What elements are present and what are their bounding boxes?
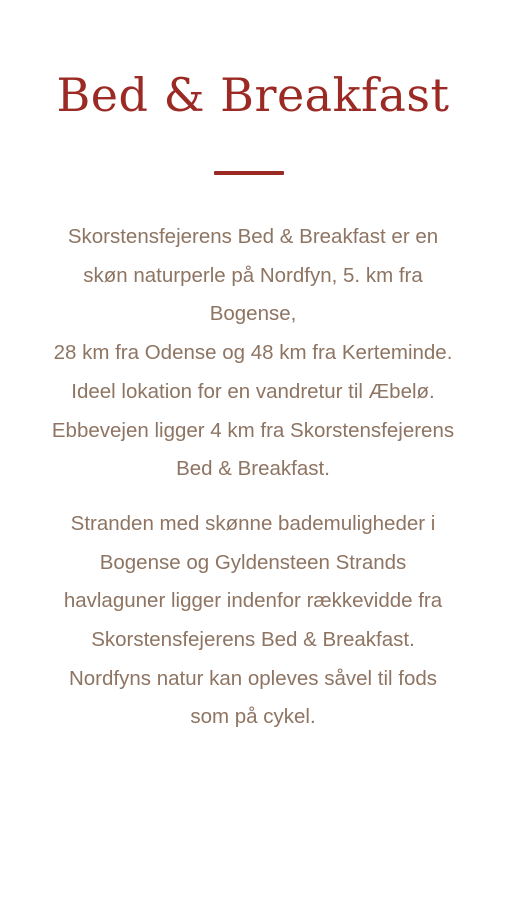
text-line: skøn naturperle på Nordfyn, 5. km fra <box>83 263 423 287</box>
text-line: Skorstensfejerens Bed & Breakfast. <box>91 628 415 652</box>
text-line: Bed & Breakfast. <box>176 457 330 481</box>
text-line: Nordfyns natur kan opleves såvel til fods <box>68 666 438 690</box>
page-title: Bed & Breakfast <box>56 68 450 122</box>
text-line: havlaguner ligger indenfor rækkevidde fra <box>63 589 443 613</box>
title-divider <box>214 171 284 175</box>
paragraph-nature <box>14 505 492 737</box>
text-line: 28 km fra Odense og 48 km fra Kerteminde. <box>53 341 453 365</box>
text-line: Bogense, <box>209 302 297 326</box>
text-line: Stranden med skønne bademuligheder i <box>70 511 436 535</box>
text-line: Ideel lokation for en vandretur til Æbelø. <box>71 379 435 403</box>
text-line: som på cykel. <box>190 705 316 729</box>
text-line: Skorstensfejerens Bed & Breakfast er en <box>67 225 439 248</box>
paragraph-location <box>14 218 492 489</box>
text-line: Ebbevejen ligger 4 km fra Skorstensfejerens <box>51 418 455 442</box>
intro-text <box>0 218 506 737</box>
text-line: Bogense og Gyldensteen Strands <box>99 550 407 574</box>
